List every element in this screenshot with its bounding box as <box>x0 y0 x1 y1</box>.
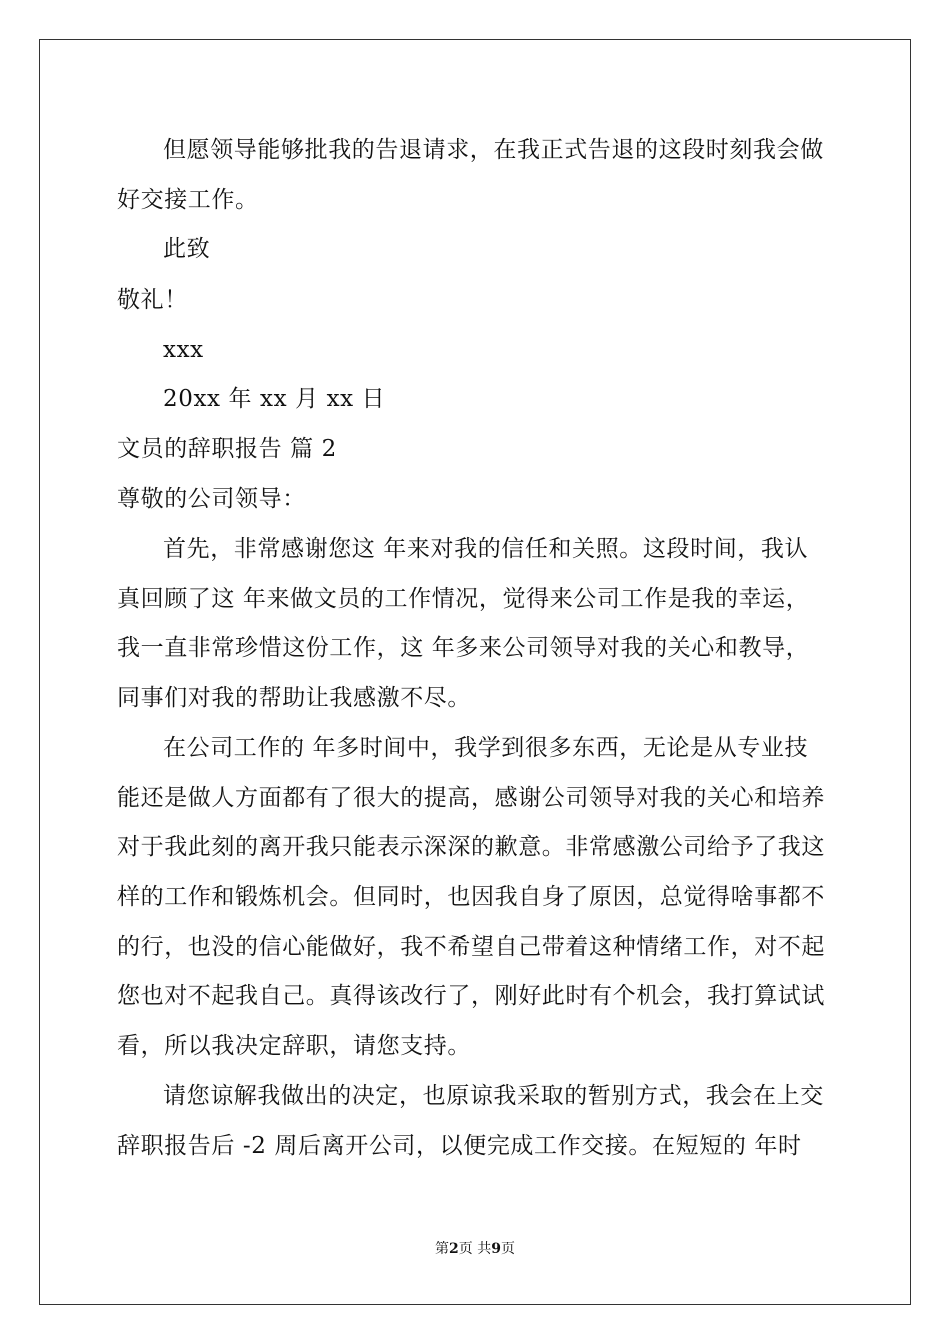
text-line: 真回顾了这 年来做文员的工作情况，觉得来公司工作是我的幸运， <box>117 586 810 612</box>
text-line: 对于我此刻的离开我只能表示深深的歉意。非常感激公司给予了我这 <box>117 834 825 860</box>
footer-suffix: 页 <box>500 1241 515 1257</box>
text-line: 我一直非常珍惜这份工作，这 年多来公司领导对我的关心和教导， <box>117 635 810 661</box>
text-line: 看，所以我决定辞职，请您支持。 <box>117 1033 471 1059</box>
page-footer <box>0 1240 950 1258</box>
text-line: 敬礼！ <box>117 287 188 313</box>
text-line: 辞职报告后 -2 周后离开公司，以便完成工作交接。在短短的 年时 <box>117 1133 802 1159</box>
page-frame <box>39 39 911 1305</box>
text-line: 好交接工作。 <box>117 187 259 213</box>
salutation: 尊敬的公司领导： <box>117 486 306 512</box>
text-line: 样的工作和锻炼机会。但同时，也因我自身了原因，总觉得啥事都不 <box>117 884 825 910</box>
total-pages-number: 9 <box>491 1241 501 1257</box>
text-line: 此致 <box>163 236 211 262</box>
text-line: 但愿领导能够批我的告退请求，在我正式告退的这段时刻我会做 <box>163 137 824 163</box>
footer-prefix: 第 <box>435 1241 450 1257</box>
section-heading: 文员的辞职报告 篇 2 <box>117 436 337 462</box>
text-line: 在公司工作的 年多时间中，我学到很多东西，无论是从专业技 <box>163 735 809 761</box>
current-page-number: 2 <box>449 1241 459 1257</box>
text-line: 同事们对我的帮助让我感激不尽。 <box>117 685 471 711</box>
text-line: 能还是做人方面都有了很大的提高，感谢公司领导对我的关心和培养 <box>117 785 825 811</box>
footer-middle: 页 共 <box>458 1241 492 1257</box>
text-line: 20xx 年 xx 月 xx 日 <box>163 386 386 412</box>
text-line: 首先，非常感谢您这 年来对我的信任和关照。这段时间，我认 <box>163 536 809 562</box>
text-line: 您也对不起我自己。真得该改行了，刚好此时有个机会，我打算试试 <box>117 983 825 1009</box>
text-line: xxx <box>163 337 204 363</box>
text-line: 请您谅解我做出的决定，也原谅我采取的暂别方式，我会在上交 <box>163 1083 824 1109</box>
text-line: 的行，也没的信心能做好，我不希望自己带着这种情绪工作，对不起 <box>117 934 825 960</box>
